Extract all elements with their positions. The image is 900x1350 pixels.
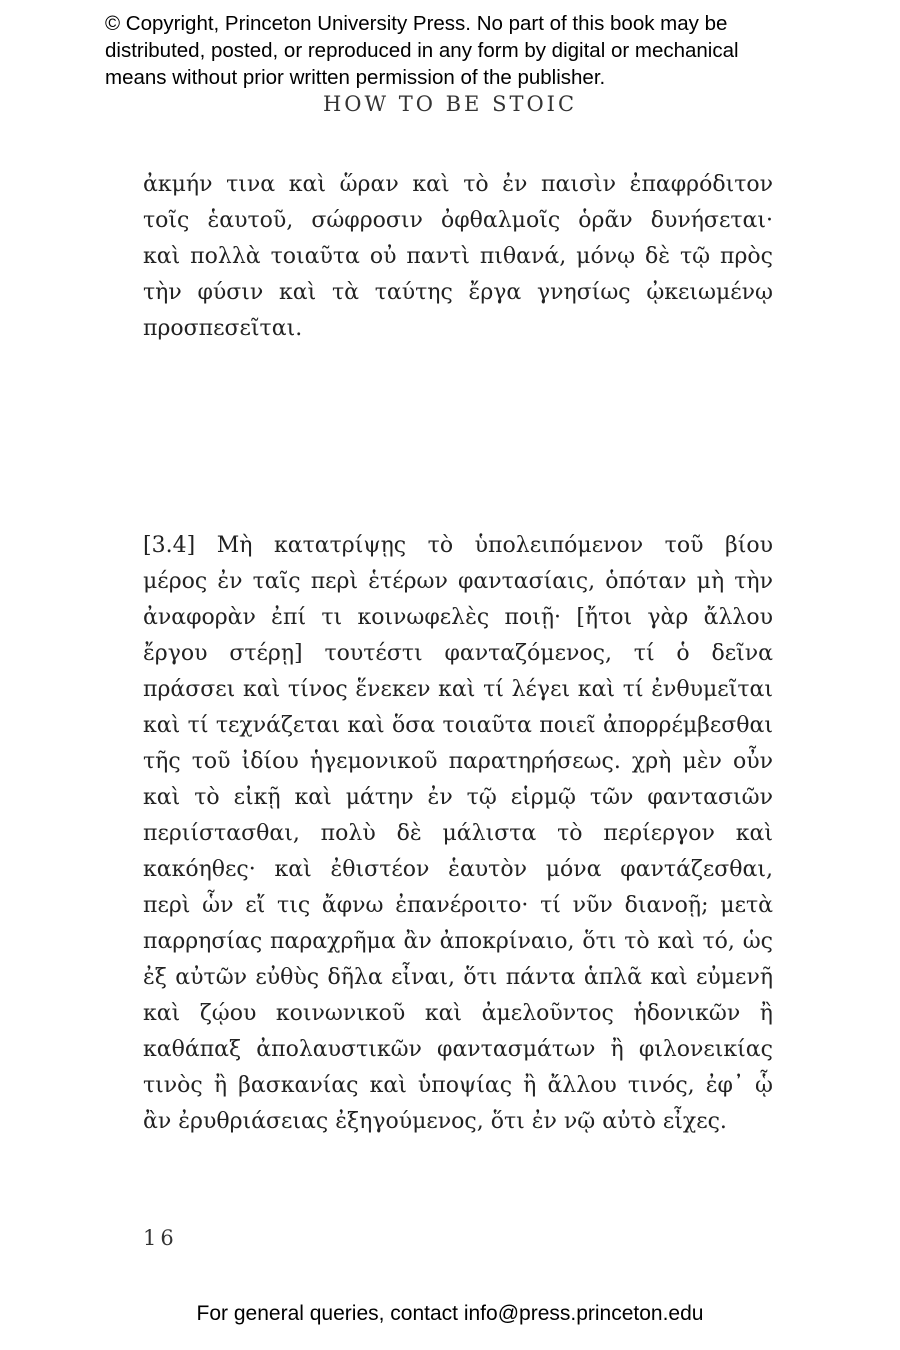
text-line: τινὸς ἢ βασκανίας καὶ ὑποψίας ἢ ἄλλου τινός, ἐφ᾽ ᾧ [143, 1073, 773, 1098]
greek-paragraph-1 [143, 167, 773, 347]
text-line: πράσσει καὶ τίνος ἕνεκεν καὶ τί λέγει καὶ τί ἐνθυμεῖται [143, 677, 773, 702]
copyright-line: distributed, posted, or reproduced in any form by digital or mechanical [105, 39, 739, 62]
copyright-line: © Copyright, Princeton University Press. No part of this book may be [105, 12, 728, 35]
text-line: περιίστασθαι, πολὺ δὲ μάλιστα τὸ περίεργον καὶ [143, 821, 773, 846]
text-line: μέρος ἐν ταῖς περὶ ἑτέρων φαντασίαις, ὁπόταν μὴ τὴν [143, 569, 773, 594]
text-line: ἔργου στέρῃ] τουτέστι φανταζόμενος, τί ὁ δεῖνα [143, 641, 773, 666]
text-line: τὴν φύσιν καὶ τὰ ταύτης ἔργα γνησίως ᾠκειωμένῳ [143, 280, 773, 305]
text-line: κακόηθες· καὶ ἐθιστέον ἑαυτὸν μόνα φαντάζεσθαι, [143, 857, 773, 882]
text-line: καὶ τί τεχνάζεται καὶ ὅσα τοιαῦτα ποιεῖ ἀπορρέμβεσθαι [143, 713, 773, 738]
text-line: προσπεσεῖται. [143, 316, 303, 341]
copyright-line: means without prior written permission of the publisher. [105, 66, 606, 89]
text-line: [3.4] Μὴ κατατρίψῃς τὸ ὑπολειπόμενον τοῦ βίου [143, 533, 773, 558]
text-line: καθάπαξ ἀπολαυστικῶν φαντασμάτων ἢ φιλονεικίας [143, 1037, 773, 1062]
footer-contact: For general queries, contact info@press.princeton.edu [196, 1302, 704, 1325]
copyright-notice [105, 10, 825, 91]
text-line: καὶ πολλὰ τοιαῦτα οὐ παντὶ πιθανά, μόνῳ δὲ τῷ πρὸς [143, 244, 773, 269]
page-number: 16 [143, 1226, 178, 1250]
text-line: τοῖς ἑαυτοῦ, σώφροσιν ὀφθαλμοῖς ὁρᾶν δυνήσεται· [143, 208, 773, 233]
running-head: HOW TO BE STOIC [322, 92, 578, 116]
text-line: ἐξ αὐτῶν εὐθὺς δῆλα εἶναι, ὅτι πάντα ἁπλᾶ καὶ εὐμενῆ [143, 965, 773, 990]
text-line: καὶ τὸ εἰκῇ καὶ μάτην ἐν τῷ εἱρμῷ τῶν φαντασιῶν [143, 785, 773, 810]
greek-paragraph-2 [143, 528, 773, 1140]
text-line: παρρησίας παραχρῆμα ἂν ἀποκρίναιο, ὅτι τὸ καὶ τό, ὡς [143, 929, 773, 954]
text-line: ἂν ἐρυθριάσειας ἐξηγούμενος, ὅτι ἐν νῷ αὐτὸ εἶχες. [143, 1109, 727, 1134]
text-line: ἀναφορὰν ἐπί τι κοινωφελὲς ποιῇ· [ἤτοι γὰρ ἄλλου [143, 605, 773, 630]
text-line: τῆς τοῦ ἰδίου ἡγεμονικοῦ παρατηρήσεως. χρὴ μὲν οὖν [143, 749, 773, 774]
text-line: καὶ ζῴου κοινωνικοῦ καὶ ἀμελοῦντος ἡδονικῶν ἢ [143, 1001, 773, 1026]
text-line: ἀκμήν τινα καὶ ὥραν καὶ τὸ ἐν παισὶν ἐπαφρόδιτον [143, 172, 773, 197]
text-line: περὶ ὧν εἴ τις ἄφνω ἐπανέροιτο· τί νῦν διανοῇ; μετὰ [143, 893, 773, 918]
